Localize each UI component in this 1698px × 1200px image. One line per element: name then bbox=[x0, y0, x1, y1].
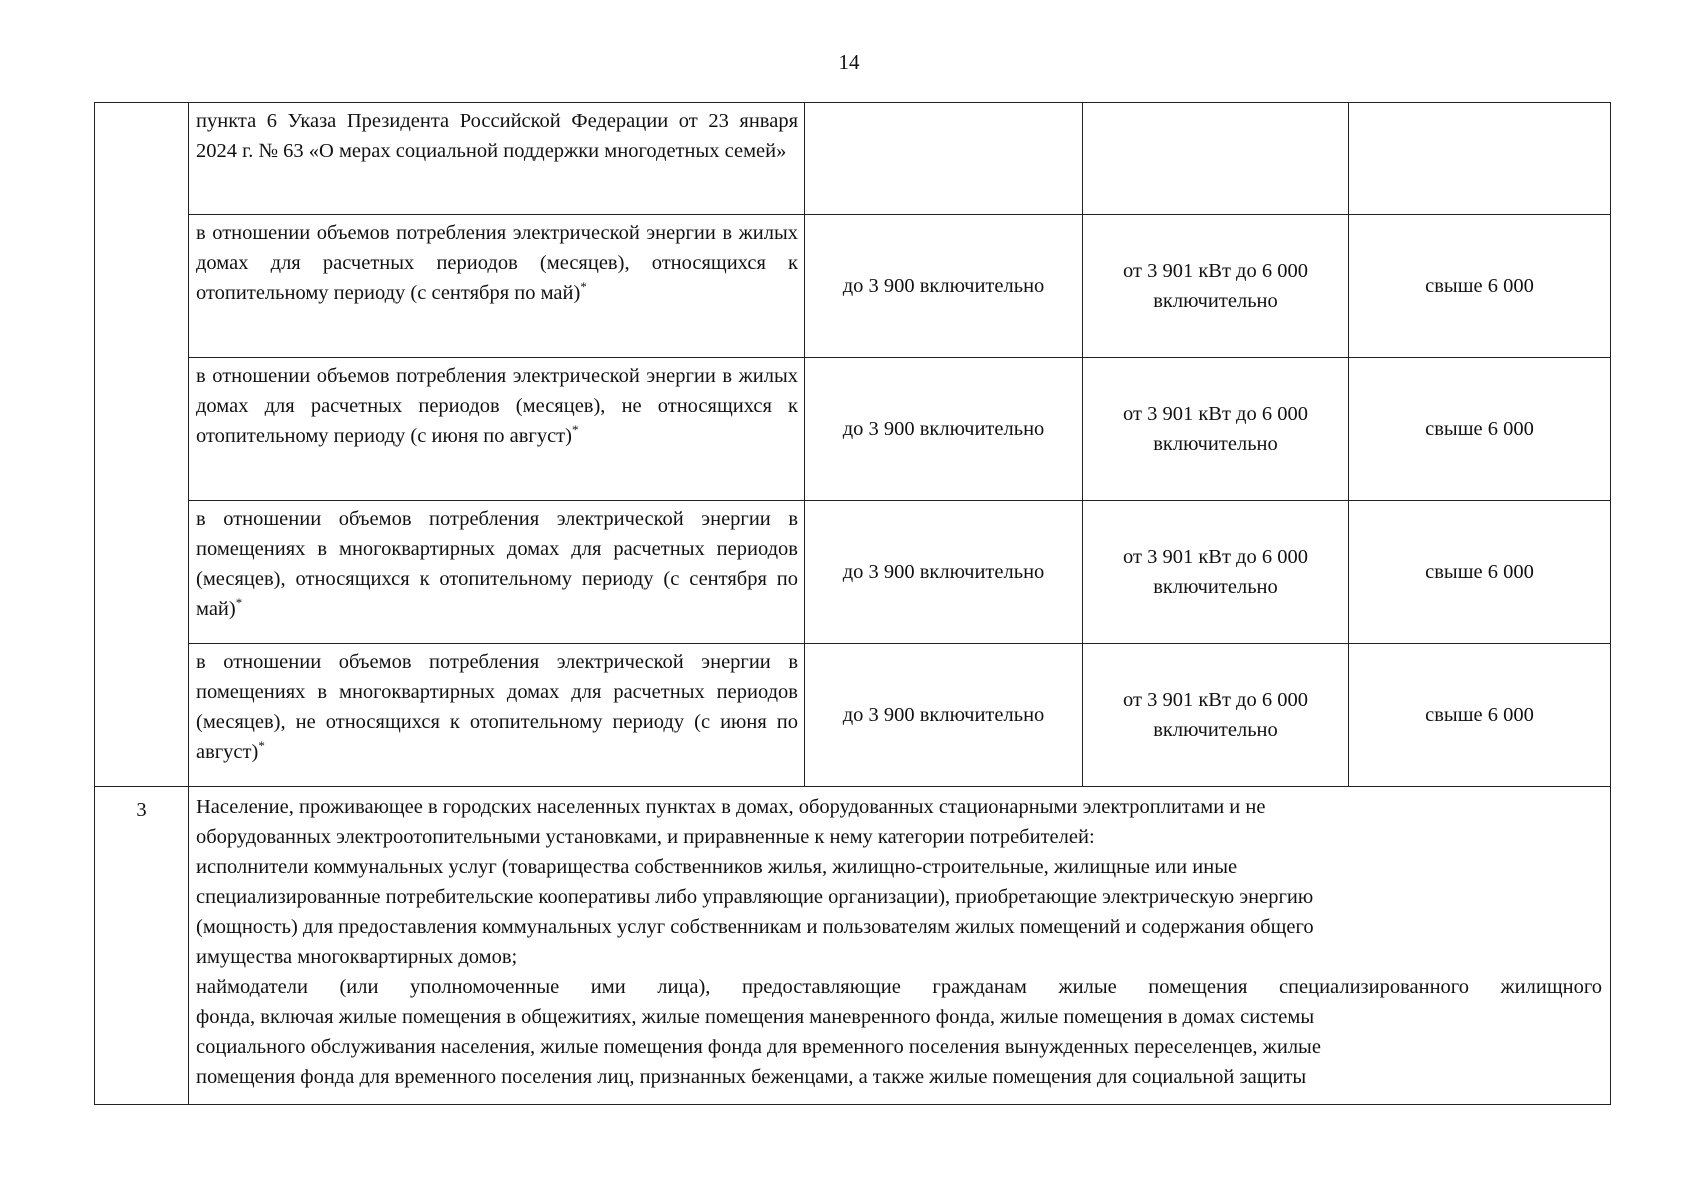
table-row bbox=[95, 215, 1611, 358]
paragraph-line: фонда, включая жилые помещения в общежитиях, жилые помещения маневренного фонда, жилые помещения в домах системы bbox=[196, 1006, 1315, 1028]
consumption-description: в отношении объемов потребления электрической энергии в жилых домах для расчетных периодов (месяцев), относящихся к отопительному периоду (с сентября по май)* bbox=[189, 215, 805, 358]
consumption-description: в отношении объемов потребления электрической энергии в помещениях в многоквартирных домах для расчетных периодов (месяцев), относящихся к отопительному периоду (с сентября по май)* bbox=[189, 501, 805, 644]
paragraph-line: имущества многоквартирных домов; bbox=[196, 946, 518, 968]
volume-range-3: свыше 6 000 bbox=[1349, 644, 1611, 787]
section-3-description bbox=[189, 787, 1611, 1105]
volume-range-2: от 3 901 кВт до 6 000 включительно bbox=[1083, 644, 1349, 787]
volume-range-3: свыше 6 000 bbox=[1349, 358, 1611, 501]
volume-range-1: до 3 900 включительно bbox=[805, 215, 1083, 358]
volume-range-2: от 3 901 кВт до 6 000 включительно bbox=[1083, 501, 1349, 644]
footnote-mark: * bbox=[580, 279, 587, 295]
tariff-table bbox=[94, 102, 1611, 1105]
volume-range-2 bbox=[1083, 103, 1349, 215]
paragraph-line: социального обслуживания населения, жилые помещения фонда для временного поселения вынужденных переселенцев, жилые bbox=[196, 1036, 1321, 1058]
consumption-description: в отношении объемов потребления электрической энергии в жилых домах для расчетных периодов (месяцев), не относящихся к отопительному периоду (с июня по август)* bbox=[189, 358, 805, 501]
volume-range-1 bbox=[805, 103, 1083, 215]
volume-range-3: свыше 6 000 bbox=[1349, 215, 1611, 358]
footnote-mark: * bbox=[258, 738, 265, 754]
table-row bbox=[95, 103, 1611, 215]
footnote-mark: * bbox=[235, 595, 243, 611]
table-row bbox=[95, 644, 1611, 787]
paragraph-line: наймодатели (или уполномоченные ими лица), предоставляющие гражданам жилые помещения специализированного жилищного bbox=[196, 976, 1602, 998]
row-number: 3 bbox=[95, 787, 189, 1105]
footnote-mark: * bbox=[571, 422, 579, 438]
table-row-section-3 bbox=[95, 787, 1611, 1105]
volume-range-1: до 3 900 включительно bbox=[805, 501, 1083, 644]
volume-range-3 bbox=[1349, 103, 1611, 215]
consumption-description: в отношении объемов потребления электрической энергии в помещениях в многоквартирных домах для расчетных периодов (месяцев), не относящихся к отопительному периоду (с июня по август)* bbox=[189, 644, 805, 787]
consumption-description: пункта 6 Указа Президента Российской Федерации от 23 января 2024 г. № 63 «О мерах социальной поддержки многодетных семей» bbox=[189, 103, 805, 215]
volume-range-2: от 3 901 кВт до 6 000 включительно bbox=[1083, 358, 1349, 501]
table-row bbox=[95, 358, 1611, 501]
paragraph-line: Население, проживающее в городских населенных пунктах в домах, оборудованных стационарными электроплитами и не bbox=[196, 796, 1266, 818]
row-number-cell bbox=[95, 103, 189, 787]
paragraph-line: исполнители коммунальных услуг (товарищества собственников жилья, жилищно-строительные, жилищные или иные bbox=[196, 856, 1238, 878]
page-number: 14 bbox=[838, 50, 860, 74]
paragraph-line: помещения фонда для временного поселения лиц, признанных беженцами, а также жилые помещения для социальной защиты bbox=[196, 1066, 1307, 1088]
table-row bbox=[95, 501, 1611, 644]
volume-range-3: свыше 6 000 bbox=[1349, 501, 1611, 644]
paragraph-line: (мощность) для предоставления коммунальных услуг собственникам и пользователям жилых помещений и содержания общего bbox=[196, 916, 1314, 938]
volume-range-2: от 3 901 кВт до 6 000 включительно bbox=[1083, 215, 1349, 358]
volume-range-1: до 3 900 включительно bbox=[805, 644, 1083, 787]
paragraph-line: оборудованных электроотопительными установками, и приравненные к нему категории потребителей: bbox=[196, 826, 1095, 848]
paragraph-line: специализированные потребительские кооперативы либо управляющие организации), приобретающие электрическую энергию bbox=[196, 886, 1314, 908]
volume-range-1: до 3 900 включительно bbox=[805, 358, 1083, 501]
